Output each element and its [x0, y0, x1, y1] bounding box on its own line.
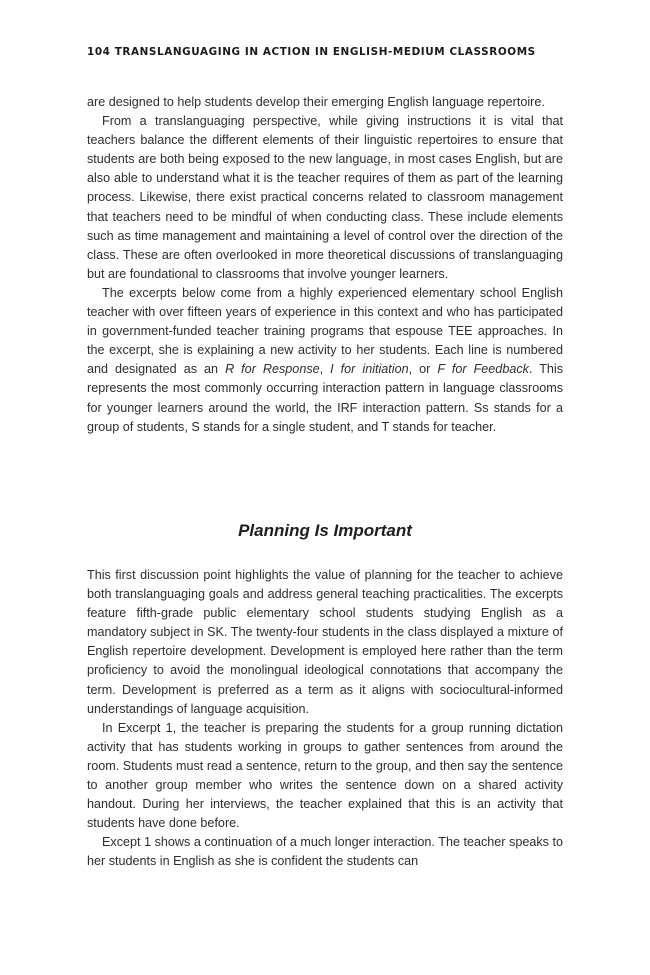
section-heading: Planning Is Important	[238, 521, 412, 540]
paragraph: This first discussion point highlights the value of planning for the teacher to achieve both translanguaging goals and address general teaching practicalities. The excerpts feature fifth-grade public elementary school students studying English as a mandatory subject in SK. The twenty-four students in the class displayed a mixture of English repertoire development. Development is employed here rather than the term proficiency to avoid the monolingual ideological connotations that accompany the term. Development is preferred as a term as it aligns with sociocultural-informed understandings of language acquisition.	[87, 568, 563, 716]
text-block-intro	[87, 93, 563, 437]
paragraph: From a translanguaging perspective, while giving instructions it is vital that teachers balance the different elements of their linguistic repertoires to ensure that students are both being exposed to the new language, in most cases English, but are also able to understand what it is the teacher requires of them as part of the learning process. Likewise, there exist practical concerns related to classroom management that teachers need to be mindful of when conducting class. These include elements such as time management and maintaining a level of control over the direction of the class. These are often overlooked in more theoretical discussions of translanguaging but are foundational to classrooms that involve younger learners.	[87, 114, 563, 281]
paragraph: In Excerpt 1, the teacher is preparing the students for a group running dictation activity that has students working in groups to gather sentences from around the room. Students must read a sentence, return to the group, and then say the sentence to another group member who writes the sentence down on a shared activity handout. During her interviews, the teacher explained that this is an activity that students have done before.	[87, 720, 563, 831]
paragraph: are designed to help students develop their emerging English language repertoire.	[87, 95, 545, 109]
paragraph-text: . This represents the most commonly occurring interaction pattern in language classrooms for younger learners around the world, the IRF interaction pattern. Ss stands for a group of students, S stands for a single student, and T stands for teacher.	[87, 362, 564, 434]
paragraph-text: The excerpts below come from a highly experienced elementary school English teacher with over fifteen years of experience in this context and who has participated in government-funded teacher training programs that espouse TEE approaches. In the excerpt, she is explaining a new activity to her students. Each line is numbered and designated as an	[87, 285, 563, 377]
italic-term-feedback: F for Feedback	[437, 362, 529, 377]
paragraph: Except 1 shows a continuation of a much longer interaction. The teacher speaks to her students in English as she is confident the students can	[87, 835, 563, 869]
paragraph-text: , or	[408, 362, 438, 377]
paragraph-excerpt-description	[87, 284, 563, 437]
running-head: 104 TRANSLANGUAGING IN ACTION IN ENGLISH-MEDIUM CLASSROOMS	[87, 46, 536, 58]
italic-term-initiation: I for initiation	[330, 362, 409, 377]
paragraph-text: ,	[319, 362, 331, 377]
text-block-planning	[87, 566, 563, 872]
italic-term-response: R for Response	[225, 362, 320, 377]
